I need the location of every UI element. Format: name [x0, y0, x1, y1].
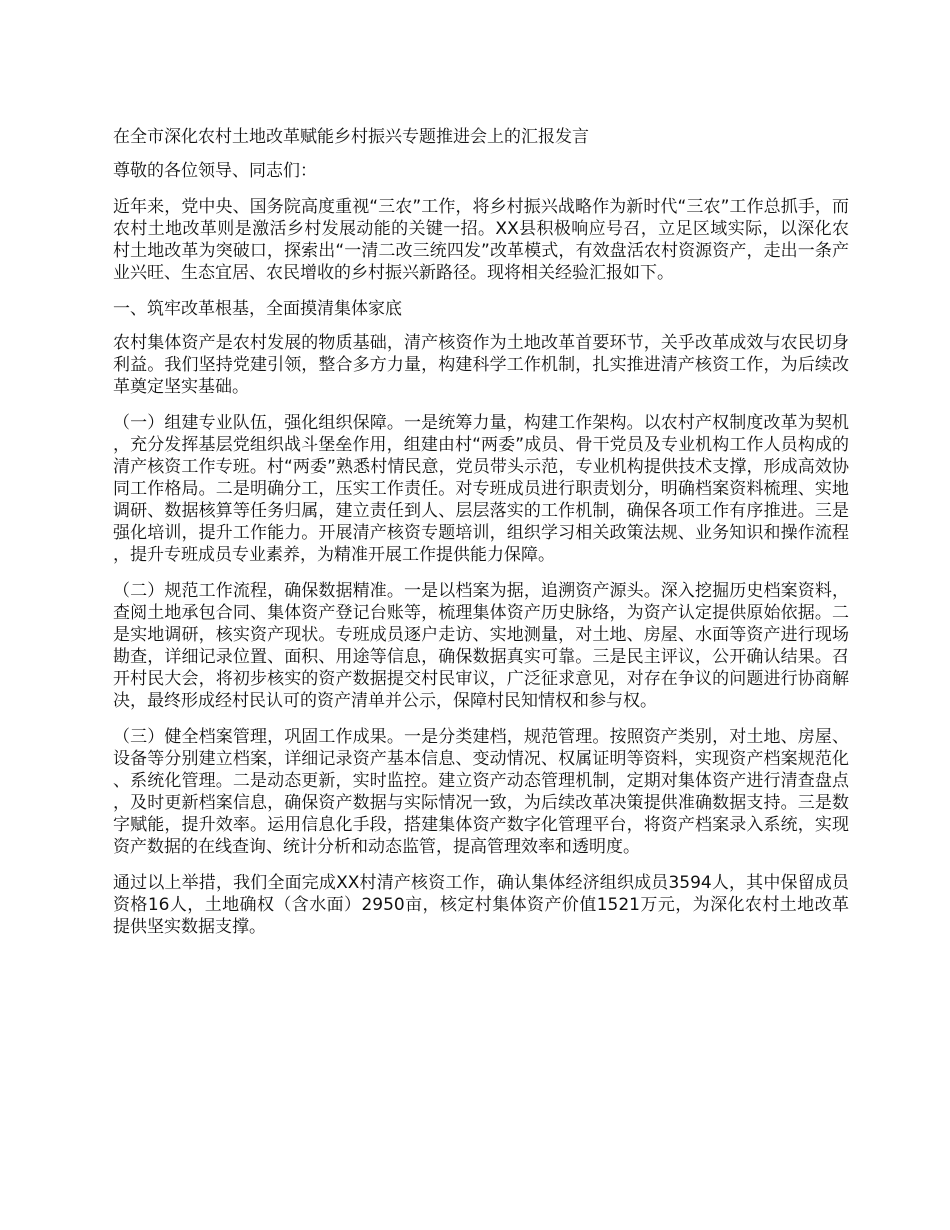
document-title: 在全市深化农村土地改革赋能乡村振兴专题推进会上的汇报发言: [113, 127, 589, 147]
intro-paragraph: 近年来，党中央、国务院高度重视“三农”工作，将乡村振兴战略作为新时代“三农”工作总抓手，而农村土地改革则是激活乡村发展动能的关键一招。XX县积极响应号召，立足区域实际，以深化农村土地改革为突破口，探索出“一清二改三统四发”改革模式，有效盘活农村资源资产，走出一条产业兴旺、生态宜居、农民增收的乡村振兴新路径。现将相关经验汇报如下。: [113, 197, 849, 283]
section-1-heading: 一、筑牢改革根基，全面摸清集体家底: [113, 299, 402, 319]
document-page: [113, 126, 849, 952]
subsection-3-paragraph: （三）健全档案管理，巩固工作成果。一是分类建档，规范管理。按照资产类别，对土地、房屋、设备等分别建立档案，详细记录资产基本信息、变动情况、权属证明等资料，实现资产档案规范化、系统化管理。二是动态更新，实时监控。建立资产动态管理机制，定期对集体资产进行清查盘点，及时更新档案信息，确保资产数据与实际情况一致，为后续改革决策提供准确数据支持。三是数字赋能，提升效率。运用信息化手段，搭建集体资产数字化管理平台，将资产档案录入系统，实现资产数据的在线查询、统计分析和动态监管，提高管理效率和透明度。: [113, 727, 849, 857]
subsection-1-paragraph: （一）组建专业队伍，强化组织保障。一是统筹力量，构建工作架构。以农村产权制度改革为契机，充分发挥基层党组织战斗堡垒作用，组建由村“两委”成员、骨干党员及专业机构工作人员构成的清产核资工作专班。村“两委”熟悉村情民意，党员带头示范，专业机构提供技术支撑，形成高效协同工作格局。二是明确分工，压实工作责任。对专班成员进行职责划分，明确档案资料梳理、实地调研、数据核算等任务归属，建立责任到人、层层落实的工作机制，确保各项工作有序推进。三是强化培训，提升工作能力。开展清产核资专题培训，组织学习相关政策法规、业务知识和操作流程，提升专班成员专业素养，为精准开展工作提供能力保障。: [113, 413, 849, 565]
section-1-intro-paragraph: 农村集体资产是农村发展的物质基础，清产核资作为土地改革首要环节，关乎改革成效与农民切身利益。我们坚持党建引领，整合多方力量，构建科学工作机制，扎实推进清产核资工作，为后续改革奠定坚实基础。: [113, 333, 849, 397]
subsection-2-paragraph: （二）规范工作流程，确保数据精准。一是以档案为据，追溯资产源头。深入挖掘历史档案资料，查阅土地承包合同、集体资产登记台账等，梳理集体资产历史脉络，为资产认定提供原始依据。二是实地调研，核实资产现状。专班成员逐户走访、实地测量，对土地、房屋、水面等资产进行现场勘查，详细记录位置、面积、用途等信息，确保数据真实可靠。三是民主评议，公开确认结果。召开村民大会，将初步核实的资产数据提交村民审议，广泛征求意见，对存在争议的问题进行协商解决，最终形成经村民认可的资产清单并公示，保障村民知情权和参与权。: [113, 581, 849, 711]
summary-paragraph: 通过以上举措，我们全面完成XX村清产核资工作，确认集体经济组织成员3594人，其中保留成员资格16人，土地确权（含水面）2950亩，核定村集体资产价值1521万元，为深化农村土地改革提供坚实数据支撑。: [113, 873, 849, 937]
salutation: 尊敬的各位领导、同志们：: [113, 161, 317, 181]
